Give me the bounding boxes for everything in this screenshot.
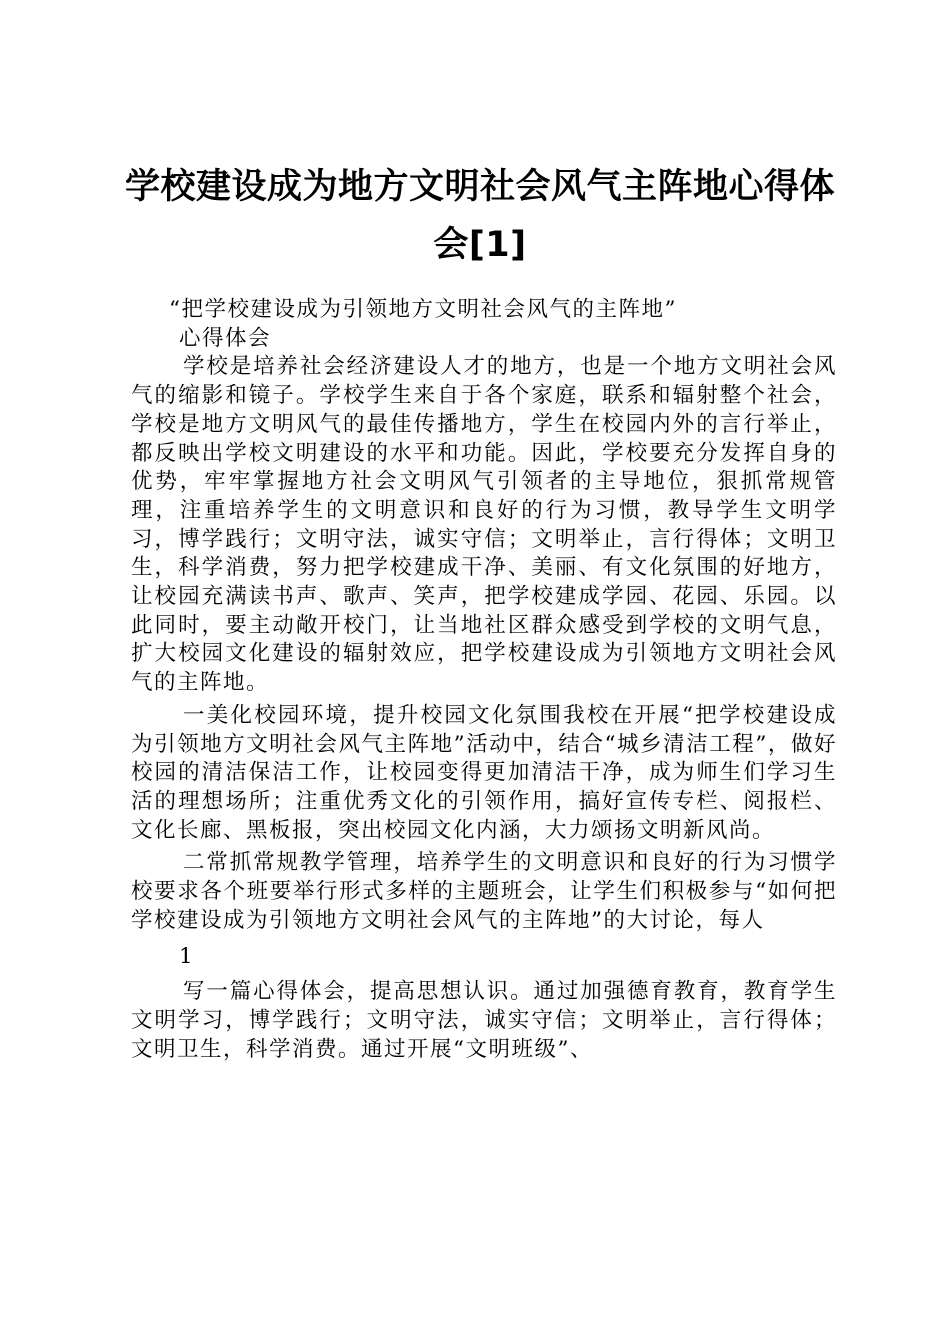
paragraph-section-two: 二常抓常规教学管理，培养学生的文明意识和良好的行为习惯学校要求各个班要举行形式多样的主题班会，让学生们积极参与“如何把学校建设成为引领地方文明社会风气的主阵地”的大讨论，每人 <box>131 850 837 933</box>
paragraph-intro: 学校是培养社会经济建设人才的地方，也是一个地方文明社会风气的缩影和镜子。学校学生来自于各个家庭，联系和辐射整个社会，学校是地方文明风气的最佳传播地方，学生在校园内外的言行举止，都反映出学校文明建设的水平和功能。因此，学校要充分发挥自身的优势，牢牢掌握地方社会文明风气引领者的主导地位，狠抓常规管理，注重培养学生的文明意识和良好的行为习惯，教导学生文明学习，博学践行；文明守法，诚实守信；文明举止，言行得体；文明卫生，科学消费，努力把学校建成干净、美丽、有文化氛围的好地方，让校园充满读书声、歌声、笑声，把学校建成学园、花园、乐园。以此同时，要主动敞开校门，让当地社区群众感受到学校的文明气息，扩大校园文化建设的辐射效应，把学校建设成为引领地方文明社会风气的主阵地。 <box>131 354 837 696</box>
subtitle-quote: “把学校建设成为引领地方文明社会风气的主阵地” <box>169 297 677 322</box>
subtitle-label: 心得体会 <box>179 325 272 351</box>
document-title: 学校建设成为地方文明社会风气主阵地心得体会[1] <box>124 167 835 265</box>
paragraph-section-one: 一美化校园环境，提升校园文化氛围我校在开展“把学校建设成为引领地方文明社会风气主阵地”活动中，结合“城乡清洁工程”，做好校园的清洁保洁工作，让校园变得更加清洁干净，成为师生们学习生活的理想场所；注重优秀文化的引领作用，搞好宣传专栏、阅报栏、文化长廊、黑板报，突出校园文化内涵，大力颂扬文明新风尚。 <box>131 702 837 843</box>
paragraph-continuation: 写一篇心得体会，提高思想认识。通过加强德育教育，教育学生文明学习，博学践行；文明守法，诚实守信；文明举止，言行得体；文明卫生，科学消费。通过开展“文明班级”、 <box>131 979 837 1062</box>
page-number: 1 <box>179 944 193 970</box>
document-body <box>131 296 837 1064</box>
